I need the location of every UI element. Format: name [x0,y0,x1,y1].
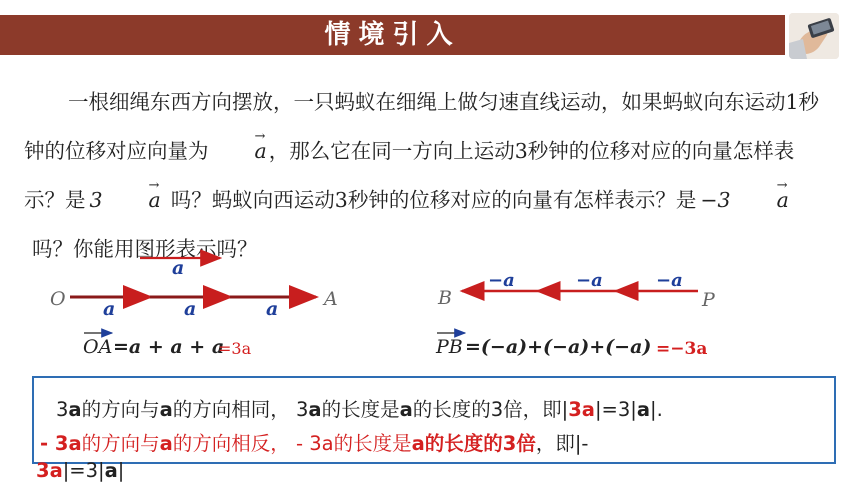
paragraph-text-2: ，那么它在同一方向上运动3秒钟的位移对应的向量怎样表示？是 [24,139,795,212]
eq-right-sum: =(−a)+(−a)+(−a) [465,336,652,358]
page-title: 情境引入 [324,20,461,50]
point-O: O [50,288,66,310]
seg1-label: a [103,298,116,320]
neg-seg2-label: −a [576,270,603,291]
neg-seg1-label: −a [656,270,683,291]
vector-3a: → a [103,176,163,225]
eq-right-result: =−3a [656,339,708,359]
top-vector-a-label: a [172,257,185,279]
paragraph-text-1: 一根细绳东西方向摆放，一只蚂蚁在细绳上做匀速直线运动，如果蚂蚁向东运动1秒钟的位移对应向量为 [24,90,820,163]
coef-3: 3 [89,188,103,212]
eq-PB: PB [436,336,463,358]
coef-neg3: −3 [700,188,731,212]
vector-a: → a [209,127,269,176]
seg3-label: a [266,298,279,320]
point-P: P [702,289,715,311]
paragraph-text-3: 吗？蚂蚁向西运动3秒钟的位移对应的向量有怎样表示？是 [170,188,697,212]
summary-line-2: - 3a的方向与a的方向相反， - 3a的长度是a的长度的3倍，即|- [40,432,589,455]
eq-left-result: =3a [218,339,252,358]
summary-box [32,376,836,464]
neg-seg3-label: −a [488,270,515,291]
eq-OA: OA [83,336,113,358]
eq-left-sum: =a + a + a [113,336,225,358]
vector-neg3a: → a [731,176,791,225]
point-B: B [438,287,452,309]
paragraph-text-4: 吗？你能用图形表示吗？ [32,237,258,261]
seg2-label: a [184,298,197,320]
summary-line-1: 3a的方向与a的方向相同， 3a的长度是a的长度的3倍，即|3a|=3|a|. [56,398,663,421]
point-A: A [324,288,338,310]
summary-line-3: 3a|=3|a| [36,459,125,482]
